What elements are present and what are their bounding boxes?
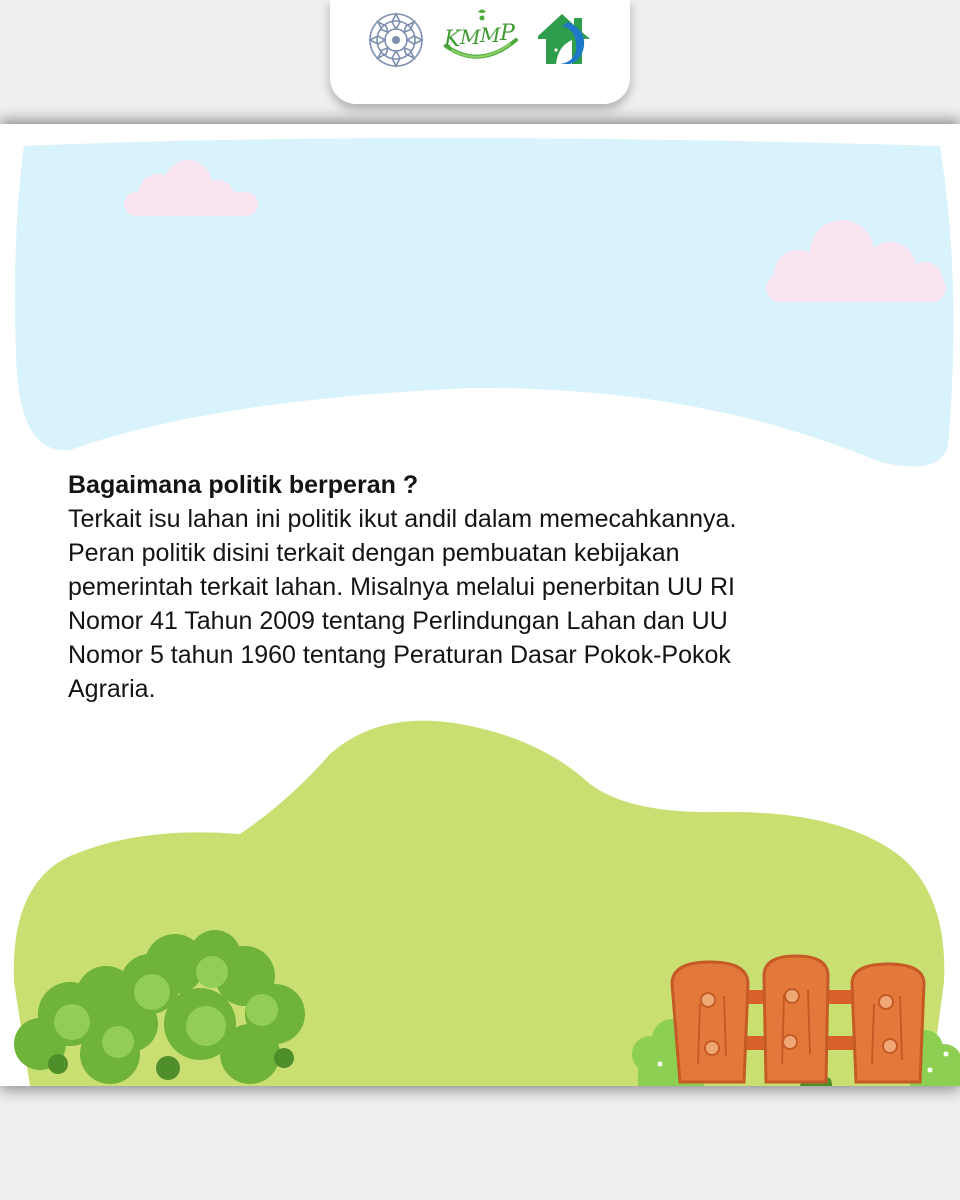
article-body: Terkait isu lahan ini politik ikut andil dalam memecahkannya. Peran politik disini terkait dengan pembuatan kebijakan pemerintah terkait lahan. Misalnya melalui penerbitan UU RI Nomor 41 Tahun 2009 tentang Perlindungan Lahan dan UU Nomor 5 tahun 1960 tentang Peraturan Dasar Pokok-Pokok Agraria. (68, 505, 737, 703)
article-text (68, 468, 928, 706)
fence-icon (672, 956, 924, 1082)
university-seal-logo (366, 10, 426, 70)
article-heading: Bagaimana politik berperan ? (68, 471, 419, 499)
svg-text:K: K (444, 27, 461, 52)
svg-text:M: M (480, 23, 501, 47)
svg-text:M: M (460, 25, 481, 49)
kmmp-logo (438, 6, 522, 70)
svg-text:P: P (500, 21, 515, 46)
house-logo (532, 8, 596, 68)
content-card (0, 124, 960, 1086)
logo-header (330, 0, 630, 104)
